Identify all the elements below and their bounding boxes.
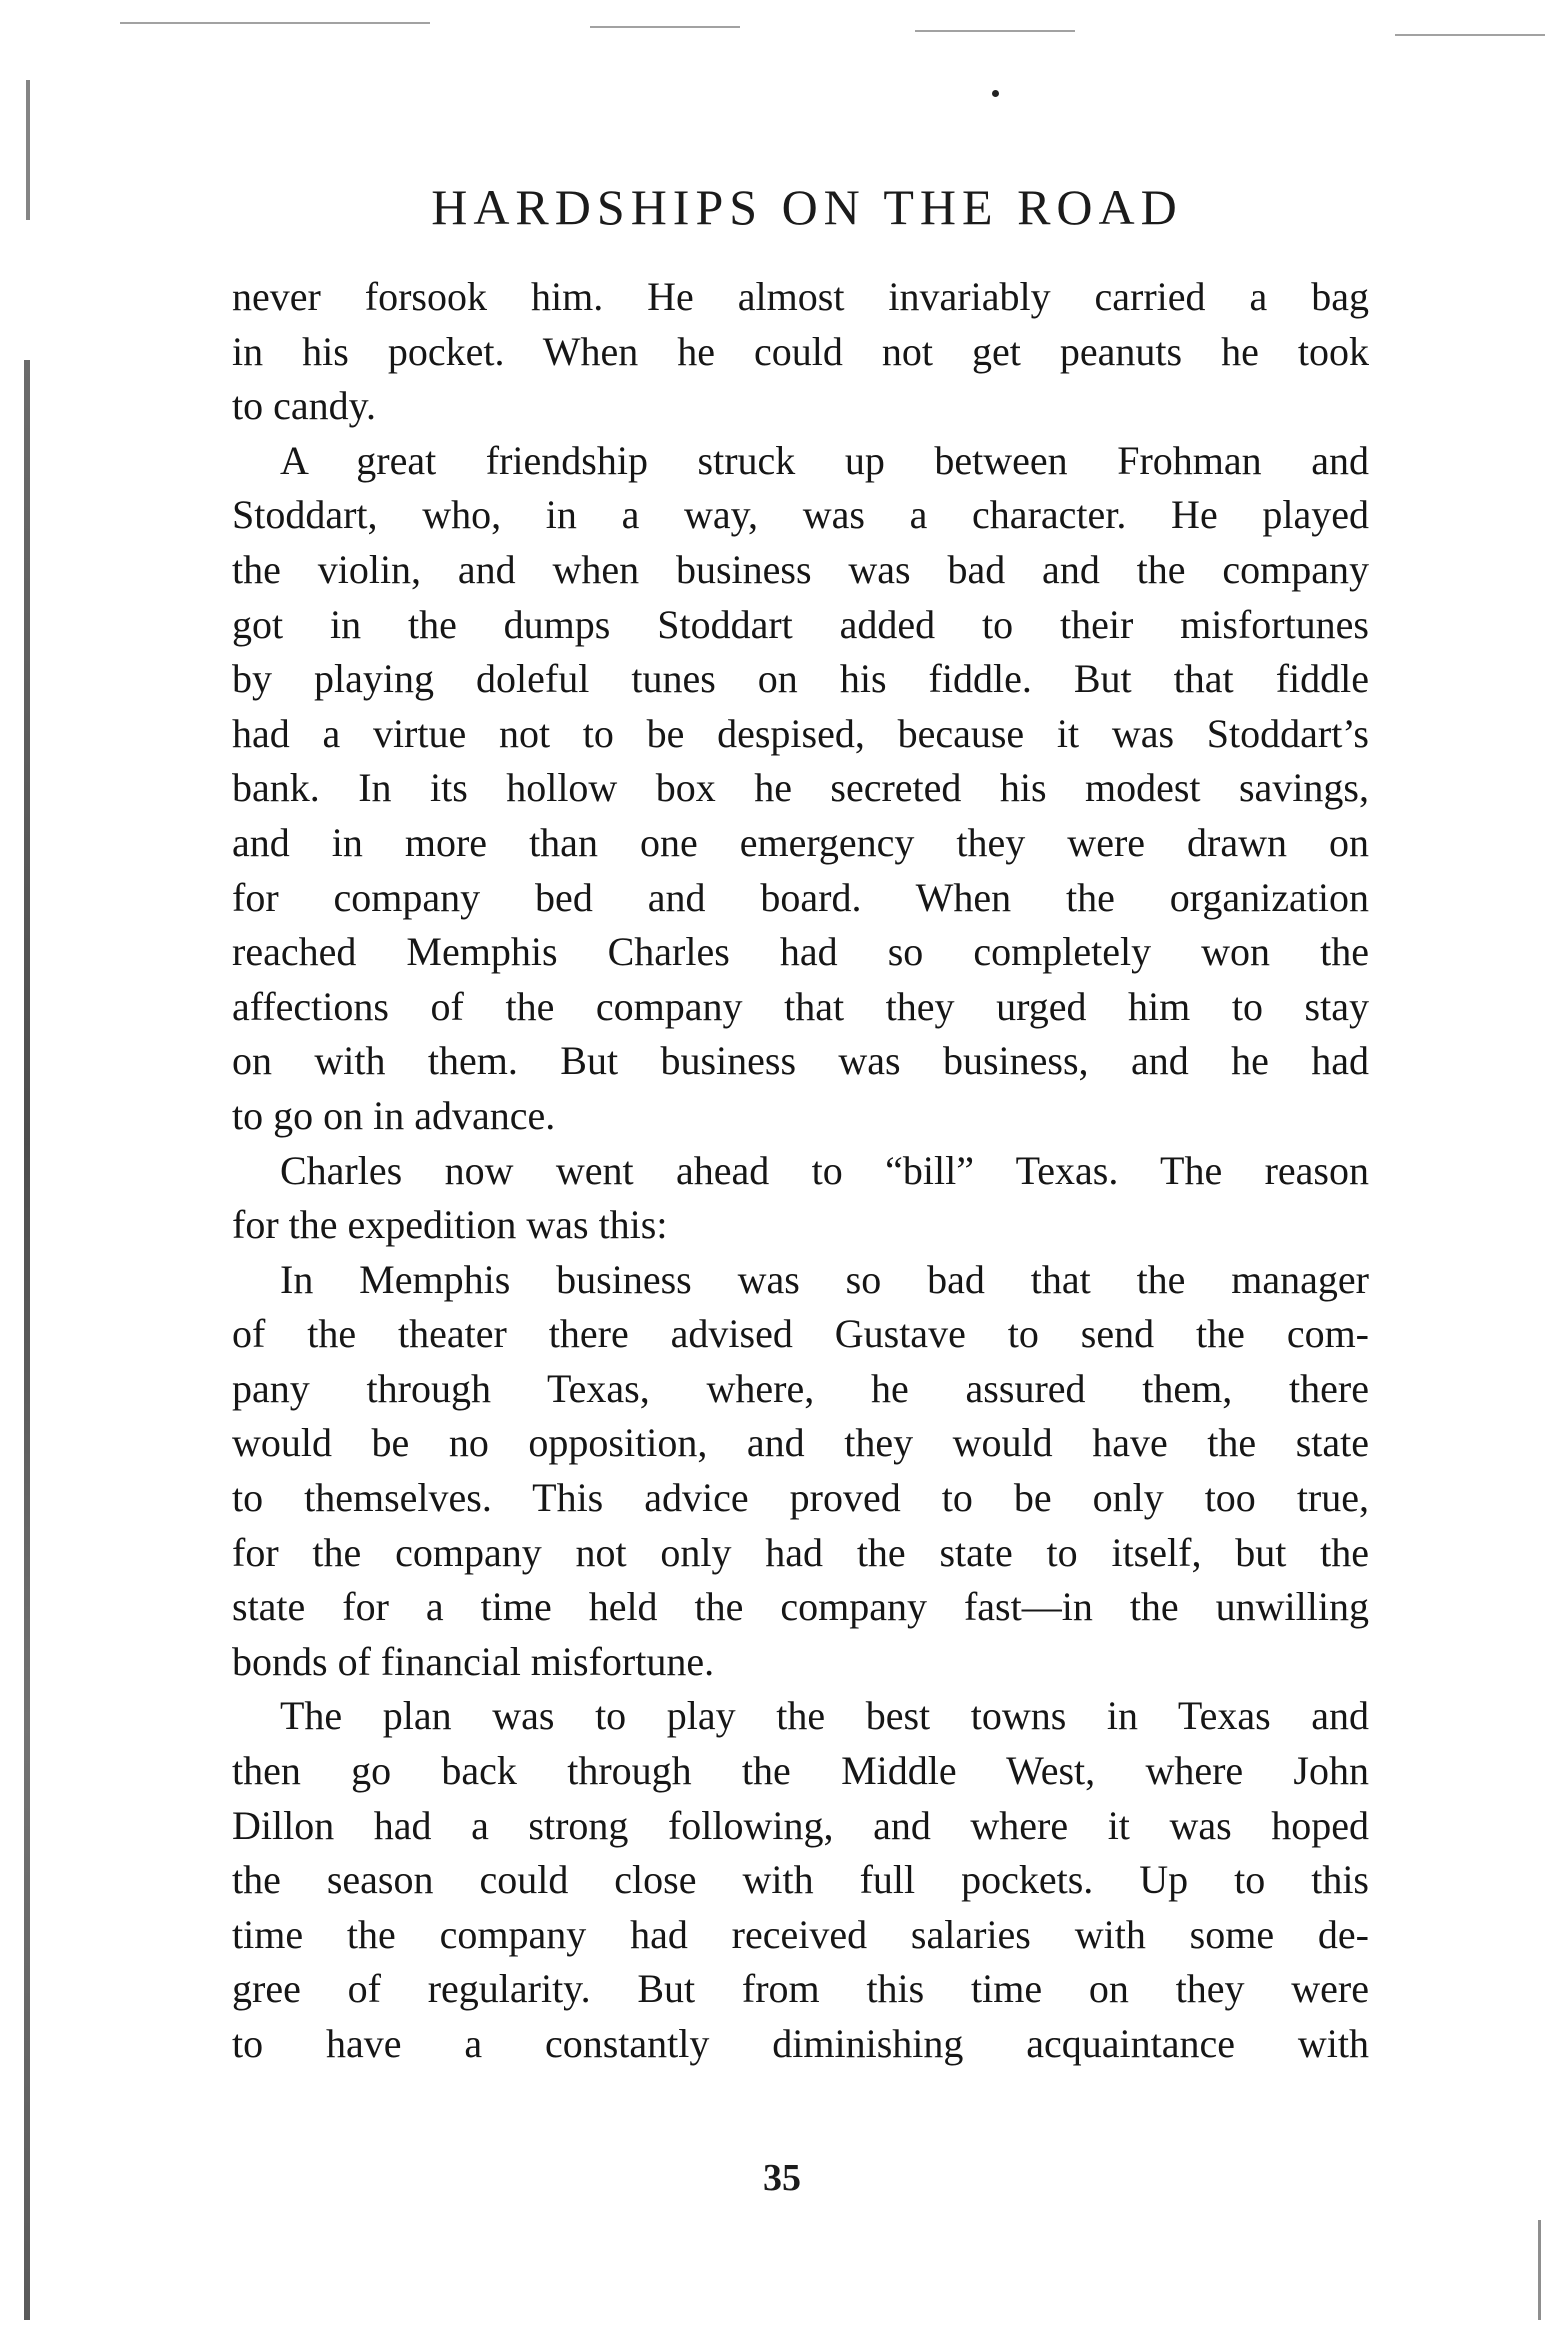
- text-line: for the company not only had the state to itself, but the: [232, 1529, 1369, 1575]
- ink-speck: [992, 90, 999, 97]
- text-line: Charles now went ahead to “bill” Texas. The reason: [280, 1147, 1369, 1193]
- text-line: Stoddart, who, in a way, was a character. He played: [232, 492, 1369, 538]
- text-line: and in more than one emergency they were drawn on: [232, 819, 1369, 865]
- text-line: reached Memphis Charles had so completely won the: [232, 929, 1369, 975]
- text-line: never forsook him. He almost invariably carried a bag: [232, 274, 1369, 319]
- scan-rule-top-1: [120, 22, 430, 24]
- page-edge-mark: [1538, 2220, 1541, 2320]
- text-line: to go on in advance.: [232, 1092, 556, 1138]
- text-line: the season could close with full pockets. Up to this: [232, 1857, 1369, 1903]
- text-line: on with them. But business was business, and he had: [232, 1038, 1369, 1084]
- text-line: A great friendship struck up between Frohman and: [280, 437, 1369, 483]
- text-line: then go back through the Middle West, where John: [232, 1748, 1369, 1794]
- text-line: Dillon had a strong following, and where it was hoped: [232, 1802, 1369, 1848]
- running-head: HARDSHIPS ON THE ROAD: [431, 179, 1183, 235]
- text-line: bank. In its hollow box he secreted his modest savings,: [232, 765, 1369, 811]
- text-line: pany through Texas, where, he assured them, there: [232, 1365, 1369, 1411]
- text-line: affections of the company that they urged him to stay: [232, 983, 1369, 1029]
- text-line: to candy.: [232, 383, 377, 429]
- text-line: for company bed and board. When the organization: [232, 874, 1369, 920]
- text-line: would be no opposition, and they would have the state: [232, 1420, 1369, 1466]
- text-line: time the company had received salaries with some de-: [232, 1911, 1369, 1957]
- text-line: to themselves. This advice proved to be only too true,: [232, 1475, 1369, 1521]
- text-line: had a virtue not to be despised, because it was Stoddart’s: [232, 710, 1369, 756]
- text-line: for the expedition was this:: [232, 1202, 668, 1248]
- binding-shadow-top: [26, 80, 30, 220]
- text-line: got in the dumps Stoddart added to their misfortunes: [232, 601, 1369, 647]
- scan-rule-top-3: [915, 30, 1075, 32]
- text-line: In Memphis business was so bad that the manager: [280, 1256, 1369, 1302]
- scan-rule-top-2: [590, 26, 740, 28]
- binding-shadow: [24, 360, 30, 2320]
- text-line: The plan was to play the best towns in Texas and: [280, 1693, 1369, 1739]
- text-line: gree of regularity. But from this time on they were: [232, 1966, 1369, 2012]
- text-line: state for a time held the company fast—in the unwilling: [232, 1584, 1369, 1630]
- text-line: of the theater there advised Gustave to send the com-: [232, 1311, 1369, 1357]
- text-line: in his pocket. When he could not get peanuts he took: [232, 328, 1369, 374]
- body-text: [232, 270, 1369, 2072]
- text-line: by playing doleful tunes on his fiddle. But that fiddle: [232, 656, 1369, 702]
- text-line: the violin, and when business was bad and the company: [232, 546, 1369, 592]
- text-line: bonds of financial misfortune.: [232, 1638, 715, 1684]
- text-line: to have a constantly diminishing acquaintance with: [232, 2021, 1369, 2066]
- scan-rule-top-4: [1395, 34, 1545, 36]
- page-number: 35: [763, 2157, 801, 2199]
